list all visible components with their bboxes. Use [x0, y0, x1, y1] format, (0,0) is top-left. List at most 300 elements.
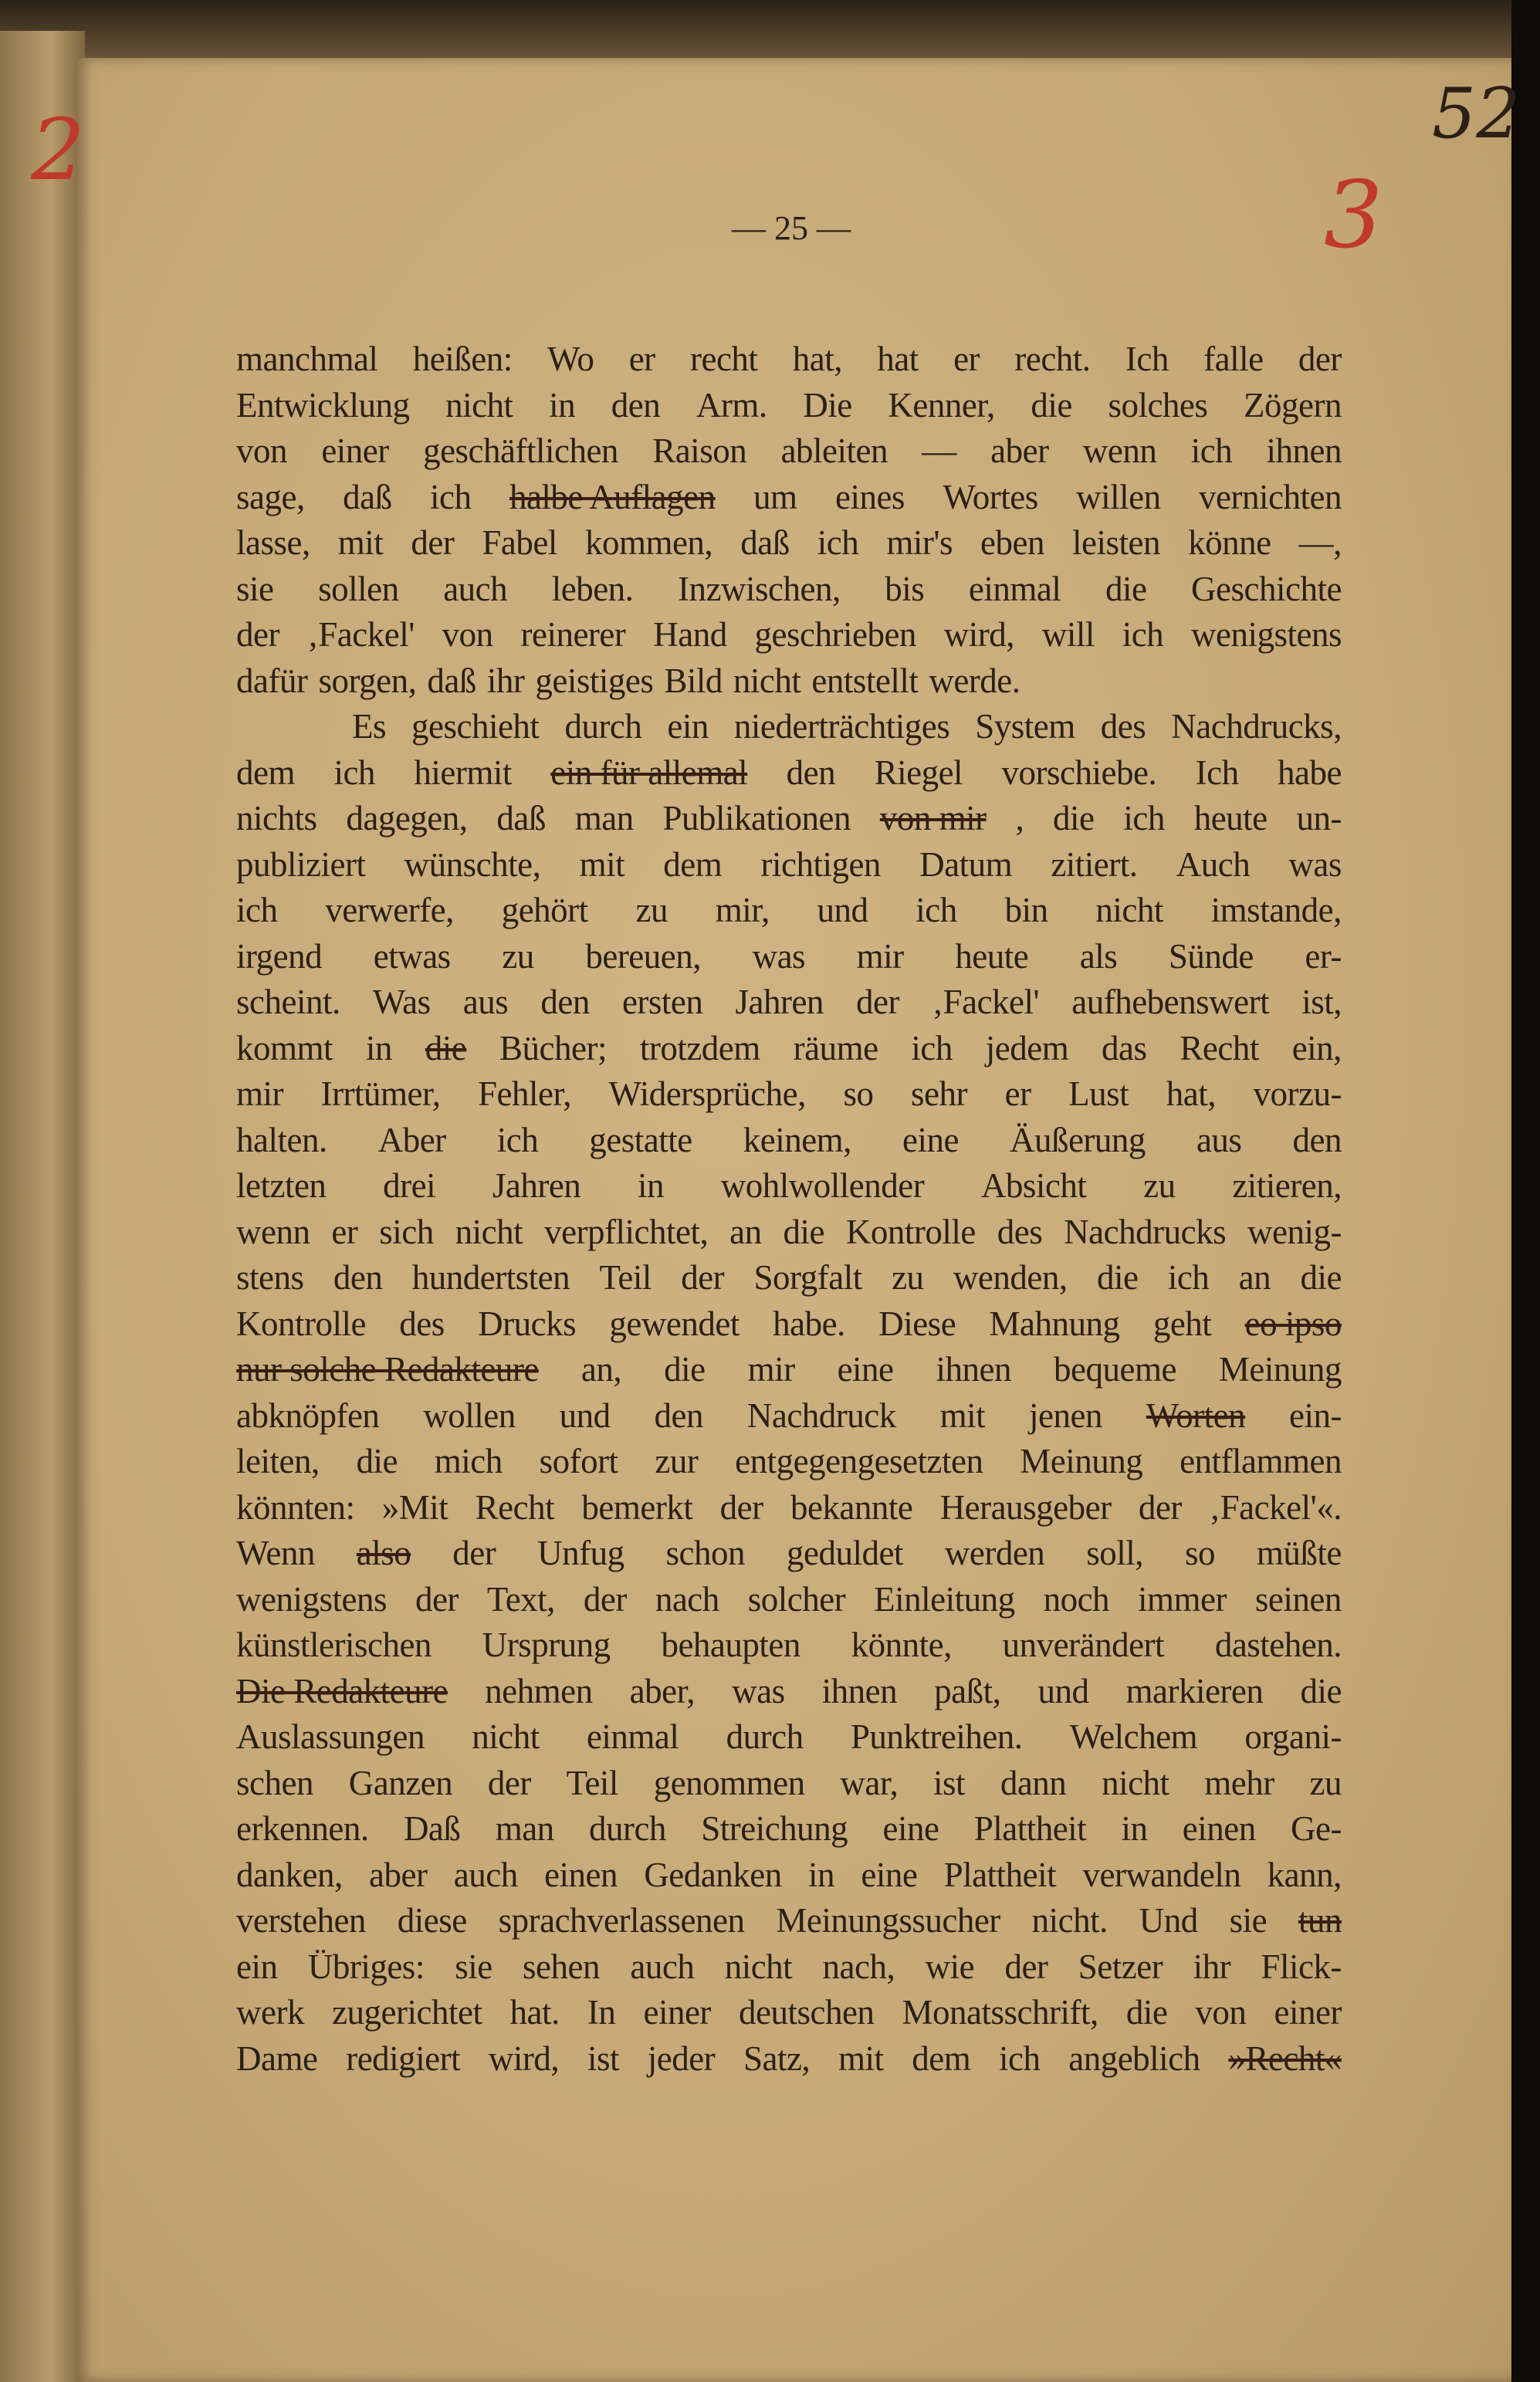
word: nicht [455, 1212, 523, 1251]
word: dagegen, [346, 799, 468, 837]
word: letzten [236, 1166, 327, 1205]
scan-right-border [1511, 0, 1540, 2382]
word: wenigstens [236, 1579, 387, 1619]
word: auch [453, 1855, 518, 1894]
text-line [236, 1163, 1342, 1210]
word: Arm. [696, 385, 767, 425]
word: bereuen, [585, 936, 701, 976]
word: Entwicklung [236, 385, 410, 425]
word: bequeme [1054, 1350, 1176, 1389]
word: Auch [1176, 844, 1251, 884]
word: Datum [919, 844, 1013, 884]
word: werde. [929, 661, 1020, 700]
word: wohlwollender [720, 1166, 925, 1205]
word: nicht [445, 385, 513, 425]
word: sich [379, 1212, 434, 1251]
word: Einleitung [874, 1579, 1015, 1619]
word: ist [933, 1763, 966, 1802]
word: , [1015, 799, 1024, 837]
word: die [1125, 1993, 1168, 2032]
word: eben [980, 523, 1044, 562]
word: er [628, 340, 655, 378]
word: räume [793, 1028, 878, 1068]
word: leben. [551, 569, 634, 608]
struck-out-text: die [425, 1028, 467, 1068]
word: den [1292, 1120, 1342, 1159]
struck-out-text: eo ipso [1244, 1304, 1342, 1343]
text-line [236, 1852, 1342, 1899]
word: wenden, [953, 1258, 1068, 1297]
word: die [1105, 569, 1147, 608]
word: ‚Fackel' [932, 983, 1040, 1021]
word: der [1298, 340, 1342, 378]
word: zugerichtet [332, 1993, 482, 2032]
word: gewendet [609, 1304, 740, 1343]
word: aus [1196, 1120, 1242, 1159]
word: Ursprung [482, 1626, 611, 1664]
text-line [236, 980, 1342, 1026]
word: den [333, 1258, 383, 1297]
word: Übriges: [307, 1947, 425, 1986]
word: einen [544, 1855, 618, 1894]
text-line [236, 934, 1342, 980]
text-line [236, 1071, 1342, 1118]
red-pencil-mark-left: 2 [31, 100, 85, 199]
word: solches [1108, 385, 1208, 425]
word: ihnen [1266, 431, 1342, 470]
word: Zögern [1244, 385, 1342, 425]
word: etwas [373, 936, 451, 976]
text-line [236, 1439, 1342, 1485]
word: geduldet [786, 1534, 903, 1572]
word: Es [352, 707, 386, 746]
word: einer [643, 1993, 711, 2032]
word: ein [236, 1947, 278, 1986]
text-line [236, 1301, 1342, 1348]
word: —, [1298, 523, 1342, 562]
word: ich [998, 2039, 1041, 2078]
word: Nachdruck [746, 1396, 896, 1435]
word: ‚Fackel' [306, 615, 415, 654]
word: gehört [501, 891, 588, 929]
word: des [399, 1304, 445, 1343]
word: manchmal [236, 340, 378, 378]
word: heute [1193, 799, 1268, 837]
word: durch [726, 1717, 804, 1756]
word: aufhebenswert [1071, 983, 1270, 1021]
word: Herausgeber [939, 1487, 1112, 1527]
word: mit [579, 844, 625, 884]
word: wie [925, 1947, 975, 1986]
word: mir's [886, 523, 953, 562]
word: so [843, 1074, 874, 1113]
word: eine [902, 1120, 959, 1159]
word: auch [630, 1947, 695, 1986]
text-line [236, 1210, 1342, 1256]
word: Welchem [1069, 1717, 1198, 1756]
word: aber, [629, 1671, 696, 1710]
word: Riegel [874, 753, 963, 792]
word: einmal [586, 1717, 679, 1756]
word: Ich [1195, 753, 1239, 792]
word: nach, [822, 1947, 895, 1986]
word: nehmen [485, 1671, 593, 1710]
word: Recht [1180, 1028, 1259, 1068]
word: unverändert [1002, 1626, 1165, 1664]
word: Was [372, 983, 431, 1021]
word: trotzdem [639, 1028, 760, 1068]
word: zu [635, 891, 668, 929]
word: einen [1182, 1809, 1256, 1848]
struck-out-text: halbe Auflagen [509, 477, 716, 516]
word: deutschen [739, 1993, 875, 2032]
word: richtigen [760, 844, 881, 884]
word: hat, [1166, 1074, 1216, 1113]
text-line [236, 1806, 1342, 1852]
word: ich [1123, 799, 1165, 837]
word: auch [443, 569, 508, 608]
word: er- [1305, 936, 1342, 976]
text-line [236, 888, 1342, 934]
word: gestatte [589, 1120, 692, 1159]
word: Jahren [735, 983, 824, 1021]
word: publiziert [236, 844, 366, 884]
word: eine [882, 1809, 939, 1848]
word: Irrtümer, [320, 1074, 441, 1113]
text-line [236, 1622, 1342, 1669]
word: mit [939, 1396, 986, 1435]
word: der [415, 1579, 459, 1619]
text-line [236, 1761, 1342, 1807]
word: der [681, 1258, 725, 1297]
word: könne [1188, 523, 1271, 562]
handwritten-folio-number: 52 [1432, 73, 1521, 154]
word: daß [496, 799, 546, 837]
word: nicht [733, 661, 801, 700]
word: angeblich [1068, 2039, 1200, 2078]
word: Und [1139, 1901, 1198, 1940]
word: an, [580, 1350, 622, 1389]
word: ich [817, 523, 859, 562]
text-line [236, 567, 1342, 613]
word: und [817, 891, 868, 929]
word: daß [343, 477, 392, 516]
word: die [783, 1212, 824, 1251]
word: mehr [1204, 1763, 1274, 1802]
word: Ge- [1291, 1809, 1342, 1848]
word: die [664, 1350, 706, 1389]
word: was [1288, 844, 1342, 884]
word: irgend [236, 936, 323, 976]
word: sofort [539, 1442, 618, 1480]
word: hundertsten [411, 1258, 570, 1297]
word: in [549, 385, 576, 425]
word: was [732, 1671, 785, 1710]
word: wenn [1082, 431, 1157, 470]
word: heißen: [412, 340, 513, 378]
word: Bild [664, 661, 723, 700]
word: kann, [1267, 1855, 1342, 1894]
word: ihnen [821, 1671, 898, 1710]
struck-out-text: nur solche Redakteure [236, 1350, 539, 1389]
word: redigiert [346, 2039, 461, 2078]
text-line [236, 1026, 1342, 1072]
word: der [411, 523, 455, 562]
word: ist [587, 2039, 619, 2078]
word: geht [1152, 1304, 1212, 1343]
word: Drucks [478, 1304, 577, 1343]
word: dafür [236, 661, 308, 700]
word: drei [383, 1166, 436, 1205]
word: nichts [236, 799, 317, 837]
text-line [236, 520, 1342, 567]
word: sorgen, [318, 661, 417, 700]
word: leisten [1072, 523, 1161, 562]
word: verstehen [236, 1901, 366, 1940]
word: werden [944, 1534, 1045, 1572]
word: aus [462, 983, 509, 1021]
word: entgegengesetzten [735, 1442, 983, 1480]
word: ich [916, 891, 957, 929]
word: zitieren, [1232, 1166, 1342, 1205]
word: hat [877, 340, 919, 378]
word: und [1037, 1671, 1089, 1710]
word: geistiges [535, 661, 654, 700]
text-line [236, 1714, 1342, 1761]
word: Publikationen [662, 799, 851, 837]
word: noch [1043, 1579, 1110, 1619]
text-line [236, 612, 1342, 658]
text-line [236, 658, 1342, 705]
word: wird, [943, 615, 1015, 654]
word: lasse, [236, 523, 310, 562]
word: eines [834, 477, 905, 516]
word: ist, [1301, 983, 1342, 1021]
word: Kontrolle [236, 1304, 366, 1343]
word: Aber [377, 1120, 446, 1159]
word: scheint. [236, 983, 340, 1021]
struck-out-text: Die Redakteure [236, 1671, 448, 1710]
word: Daß [403, 1809, 461, 1848]
word: willen [1076, 477, 1161, 516]
word: nicht [724, 1947, 793, 1986]
text-line [236, 796, 1342, 842]
word: ich [236, 891, 278, 929]
word: vernichten [1199, 477, 1342, 516]
word: wollen [423, 1396, 516, 1435]
scan-top-edge [0, 0, 1540, 62]
word: die [1031, 385, 1072, 425]
word: was [752, 936, 806, 976]
word: mit [337, 523, 384, 562]
word: habe. [773, 1304, 845, 1343]
word: des [997, 1212, 1043, 1251]
word: halten. [236, 1120, 327, 1159]
word: dem [236, 753, 295, 792]
word: paßt, [934, 1671, 1001, 1710]
word: jeder [647, 2039, 716, 2078]
word: könnten: [236, 1487, 355, 1527]
word: Wortes [943, 477, 1038, 516]
word: heute [955, 936, 1029, 976]
word: an [1238, 1258, 1271, 1297]
word: und [559, 1396, 611, 1435]
text-line [236, 383, 1342, 429]
word: die [1053, 799, 1095, 837]
word: Jahren [492, 1166, 581, 1205]
struck-out-text: ein für allemal [550, 753, 748, 792]
word: ich [911, 1028, 953, 1068]
word: den [786, 753, 836, 792]
word: künstlerischen [236, 1626, 432, 1664]
word: nicht [1102, 1763, 1169, 1802]
word: aber [990, 431, 1049, 470]
word: bemerkt [581, 1487, 693, 1527]
word: falle [1203, 340, 1264, 378]
word: ihr [486, 661, 525, 700]
word: Sünde [1168, 936, 1254, 976]
text-line [236, 704, 1342, 750]
word: der [1004, 1947, 1048, 1986]
word: man [495, 1809, 554, 1848]
word: Ganzen [348, 1763, 453, 1802]
word: der [583, 1579, 627, 1619]
word: zu [1143, 1166, 1176, 1205]
word: werk [236, 1993, 304, 2032]
text-line [236, 1531, 1342, 1577]
word: Geschichte [1191, 569, 1342, 608]
word: ein- [1289, 1396, 1342, 1435]
word: um [753, 477, 797, 516]
word: Meinung [1218, 1350, 1342, 1389]
word: keinem, [743, 1120, 851, 1159]
word: der [487, 1763, 531, 1802]
word: kommen, [584, 523, 713, 562]
text-line [236, 1669, 1342, 1715]
word: kommt [236, 1028, 333, 1068]
text-line [236, 475, 1342, 521]
word: schen [236, 1763, 313, 1802]
word: recht. [1014, 340, 1091, 378]
word: geschäftlichen [423, 431, 618, 470]
word: jedem [985, 1028, 1069, 1068]
word: die [1300, 1258, 1342, 1297]
word: das [1102, 1028, 1147, 1068]
word: entstellt [811, 661, 919, 700]
red-pencil-mark-right: 3 [1324, 162, 1383, 269]
word: einmal [968, 569, 1061, 608]
word: er [953, 340, 980, 378]
word: zu [502, 936, 534, 976]
word: ableiten [780, 431, 888, 470]
word: Setzer [1078, 1947, 1163, 1986]
word: wenigstens [1191, 615, 1342, 654]
word: aber [369, 1855, 428, 1894]
word: zu [892, 1258, 924, 1297]
word: in [365, 1028, 392, 1068]
word: so [1184, 1534, 1215, 1572]
word: ich [430, 477, 472, 516]
word: Bücher; [499, 1028, 607, 1068]
word: zur [655, 1442, 699, 1480]
word: einer [1274, 1993, 1342, 2032]
word: nicht [472, 1717, 540, 1756]
struck-out-text: »Recht« [1228, 2039, 1342, 2078]
word: wünschte, [404, 844, 541, 884]
text-line [236, 1577, 1342, 1623]
word: nicht. [1031, 1901, 1108, 1940]
struck-out-text: tun [1298, 1901, 1342, 1940]
word: sehr [911, 1074, 968, 1113]
word: Absicht [980, 1166, 1087, 1205]
word: genommen [653, 1763, 805, 1802]
word: nach [655, 1579, 719, 1619]
word: entflammen [1180, 1442, 1342, 1480]
text-line [236, 1990, 1342, 2036]
word: durch [588, 1809, 666, 1848]
word: Plattheit [973, 1809, 1087, 1848]
text-line [236, 1118, 1342, 1164]
word: schon [665, 1534, 746, 1572]
word: Gedanken [644, 1855, 782, 1894]
word: Mahnung [989, 1304, 1120, 1343]
word: will [1041, 615, 1095, 654]
word: sprachverlassenen [498, 1901, 745, 1940]
word: Plattheit [943, 1855, 1057, 1894]
word: Meinung [1020, 1442, 1143, 1480]
previous-page-edge [0, 31, 85, 2382]
struck-out-text: Worten [1146, 1396, 1246, 1435]
word: daß [427, 661, 476, 700]
word: ein, [1291, 1028, 1342, 1068]
word: Wenn [236, 1534, 315, 1572]
word: Flick- [1261, 1947, 1342, 1986]
word: Kenner, [888, 385, 995, 425]
word: man [574, 799, 634, 837]
word: mir [236, 1074, 283, 1113]
word: Satz, [743, 2039, 811, 2078]
word: Wo [547, 340, 594, 378]
word: nicht [1095, 891, 1163, 929]
word: soll, [1086, 1534, 1144, 1572]
word: der [719, 1487, 763, 1527]
word: von [236, 431, 287, 470]
text-line [236, 1393, 1342, 1440]
word: reinerer [520, 615, 626, 654]
text-line [236, 1898, 1342, 1944]
page-number: — 25 — [732, 209, 851, 247]
word: der [1138, 1487, 1182, 1527]
word: Fehler, [478, 1074, 571, 1113]
word: mir [747, 1350, 795, 1389]
text-line [236, 1347, 1342, 1393]
word: einer [321, 431, 389, 470]
word: der [236, 615, 279, 654]
word: den [540, 983, 590, 1021]
text-line [236, 1485, 1342, 1531]
word: geschieht [411, 707, 540, 746]
word: als [1079, 936, 1118, 976]
word: Teil [566, 1763, 618, 1802]
word: imstande, [1210, 891, 1342, 929]
word: in [808, 1855, 835, 1894]
word: könnte, [851, 1626, 952, 1664]
word: habe [1278, 753, 1342, 792]
word: von [1195, 1993, 1247, 2032]
word: Recht [475, 1487, 555, 1527]
word: sehen [523, 1947, 601, 1986]
word: Inzwischen, [678, 569, 841, 608]
